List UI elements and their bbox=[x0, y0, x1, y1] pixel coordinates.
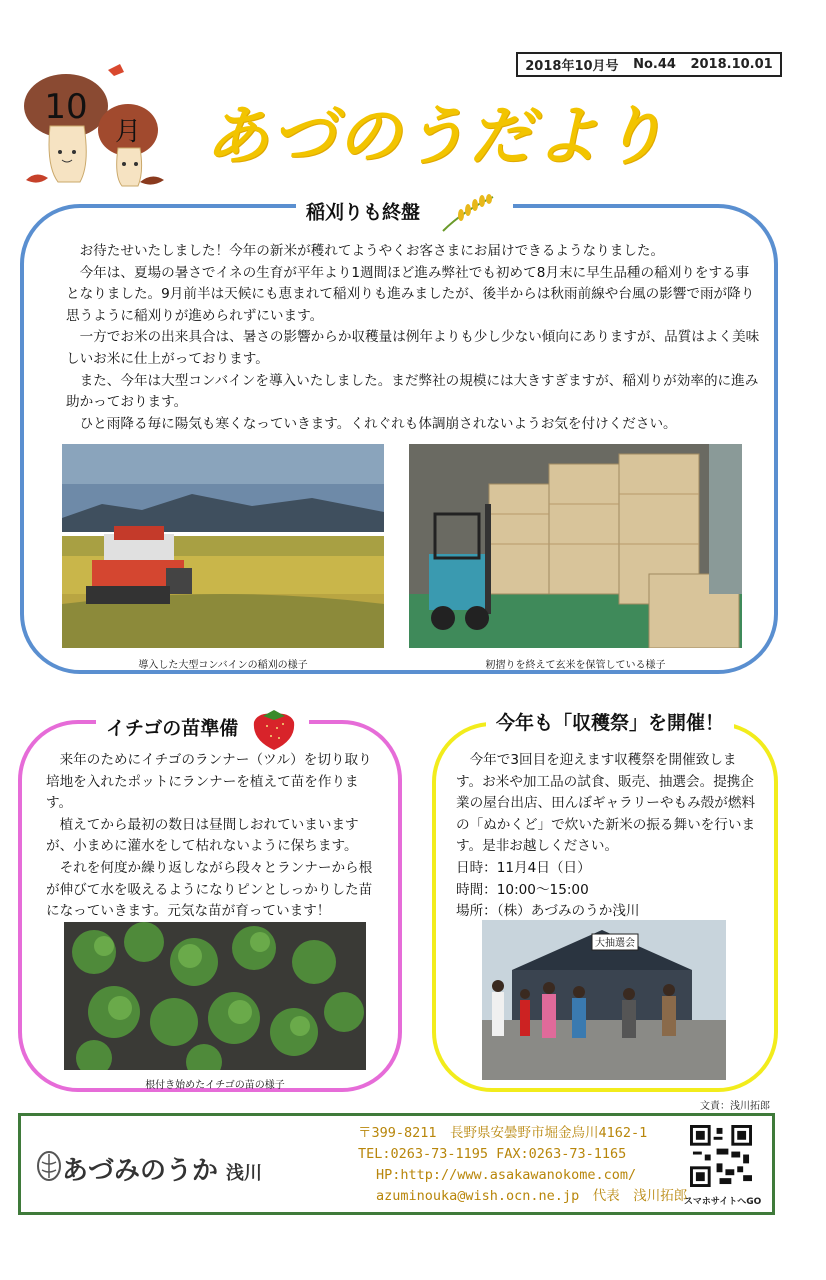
strawberry-paragraph: 来年のためにイチゴのランナー（ツル）を切り取り培地を入れたポットにランナーを植えて苗を作ります。 bbox=[46, 752, 372, 812]
rice-paragraph: 一方でお米の出来具合は、暑さの影響からか収穫量は例年よりも少し少ない傾向にありますが、品質はよく美味しいお米に仕上がっております。 bbox=[66, 329, 760, 367]
tent-sign-text: 大抽選会 bbox=[595, 938, 635, 949]
month-mushroom-illustration bbox=[20, 52, 170, 192]
rice-paragraph: また、今年は大型コンバインを導入いたしました。まだ弊社の規模には大きすぎますが、稲刈りが効率的に進み助かっております。 bbox=[66, 372, 759, 411]
month-number: 10 bbox=[44, 87, 88, 127]
tel-fax: TEL:0263-73-1195 FAX:0263-73-1165 bbox=[358, 1146, 627, 1162]
rice-paragraph: 今年は、夏場の暑さでイネの生育が平年より1週間ほど進み弊社でも初めて8月末に早生品種の稲刈りをする事となりました。9月前半は天候にも恵まれて稲刈りも進みましたが、後半からは秋雨前線や台風の影響で雨が降り思うように稲刈りが進められずにいます。 bbox=[66, 264, 755, 324]
qr-label: スマホサイトへGO bbox=[684, 1197, 762, 1207]
strawberry-paragraph: 植えてから最初の数日は昼間しおれていまいますが、小まめに灌水をして枯れないように保ちます。 bbox=[46, 816, 359, 855]
rice-warehouse-photo bbox=[409, 444, 742, 648]
rice-heading-text: 稲刈りも終盤 bbox=[306, 201, 421, 224]
company-logo-icon bbox=[36, 1150, 62, 1182]
festival-time: 時間：10:00～15:00 bbox=[456, 881, 589, 898]
leaf-icon bbox=[140, 176, 164, 184]
issue-month: 2018年10月号 bbox=[525, 59, 619, 74]
strawberry-photo-caption: 根付き始めたイチゴの苗の様子 bbox=[145, 1080, 285, 1091]
festival-heading: 今年も「収穫祭」を開催！ bbox=[486, 708, 734, 735]
issue-date: 2018.10.01 bbox=[690, 57, 773, 72]
strawberry-heading-text: イチゴの苗準備 bbox=[106, 717, 239, 740]
festival-body bbox=[456, 750, 760, 923]
email-representative: azuminouka@wish.ocn.ne.jp 代表 浅川拓郎 bbox=[376, 1188, 688, 1204]
festival-place: 場所：（株）あづみのうか浅川 bbox=[456, 903, 640, 920]
rice-heading bbox=[296, 193, 513, 233]
company-name-sub: 浅川 bbox=[226, 1163, 263, 1184]
mushroom-stem-left bbox=[49, 126, 86, 182]
contact-info bbox=[358, 1123, 687, 1207]
company-name-text: あづみのうか bbox=[62, 1156, 219, 1186]
author-credit: 文責：浅川拓郎 bbox=[700, 1101, 770, 1112]
strawberry-body bbox=[46, 750, 382, 923]
postal-address: 〒399-8211 長野県安曇野市堀金烏川4162-1 bbox=[358, 1125, 648, 1141]
mushroom-stem-right bbox=[117, 148, 142, 186]
leaf-icon bbox=[26, 174, 48, 182]
festival-date: 日時：11月4日（日） bbox=[456, 859, 591, 876]
company-name bbox=[62, 1150, 262, 1187]
newsletter-title: あづのうだより bbox=[205, 100, 667, 174]
strawberry-seedlings-photo bbox=[64, 922, 366, 1070]
rice-plant-icon bbox=[433, 193, 503, 233]
harvest-festival-photo bbox=[482, 920, 726, 1080]
rice-paragraph: お待たせいたしました！今年の新米が穫れてようやくお客さまにお届けできるようなりました。 bbox=[79, 243, 665, 259]
rice-body bbox=[66, 241, 762, 435]
rice-photo-caption-left: 導入した大型コンバインの稲刈の様子 bbox=[138, 660, 308, 671]
strawberry-icon bbox=[249, 706, 299, 752]
festival-paragraph: 今年で3回目を迎えます収穫祭を開催致します。お米や加工品の試食、販売、抽選会。提携企業の屋台出店、田んぼギャラリーやもみ殻が燃料の「ぬかくど」で炊いた新米の振る舞いを行います。是非お越しください。 bbox=[456, 752, 756, 855]
leaf-icon bbox=[108, 64, 124, 76]
homepage-link[interactable]: HP:http://www.asakawanokome.com/ bbox=[376, 1167, 637, 1183]
qr-code-icon[interactable] bbox=[690, 1125, 752, 1187]
strawberry-paragraph: それを何度か繰り返しながら段々とランナーから根が伸びて水を吸えるようになりピンとしっかりした苗になっていきます。元気な苗が育っています！ bbox=[46, 859, 373, 920]
rice-photo-caption-right: 籾摺りを終えて玄米を保管している様子 bbox=[485, 660, 666, 671]
strawberry-heading bbox=[96, 706, 309, 752]
rice-paragraph: ひと雨降る毎に陽気も寒くなっていきます。くれぐれも体調崩されないようお気を付けください。 bbox=[79, 415, 677, 432]
month-suffix: 月 bbox=[114, 117, 142, 147]
combine-harvester-photo bbox=[62, 444, 384, 648]
issue-number: No.44 bbox=[633, 57, 676, 72]
issue-info-box bbox=[516, 52, 782, 77]
